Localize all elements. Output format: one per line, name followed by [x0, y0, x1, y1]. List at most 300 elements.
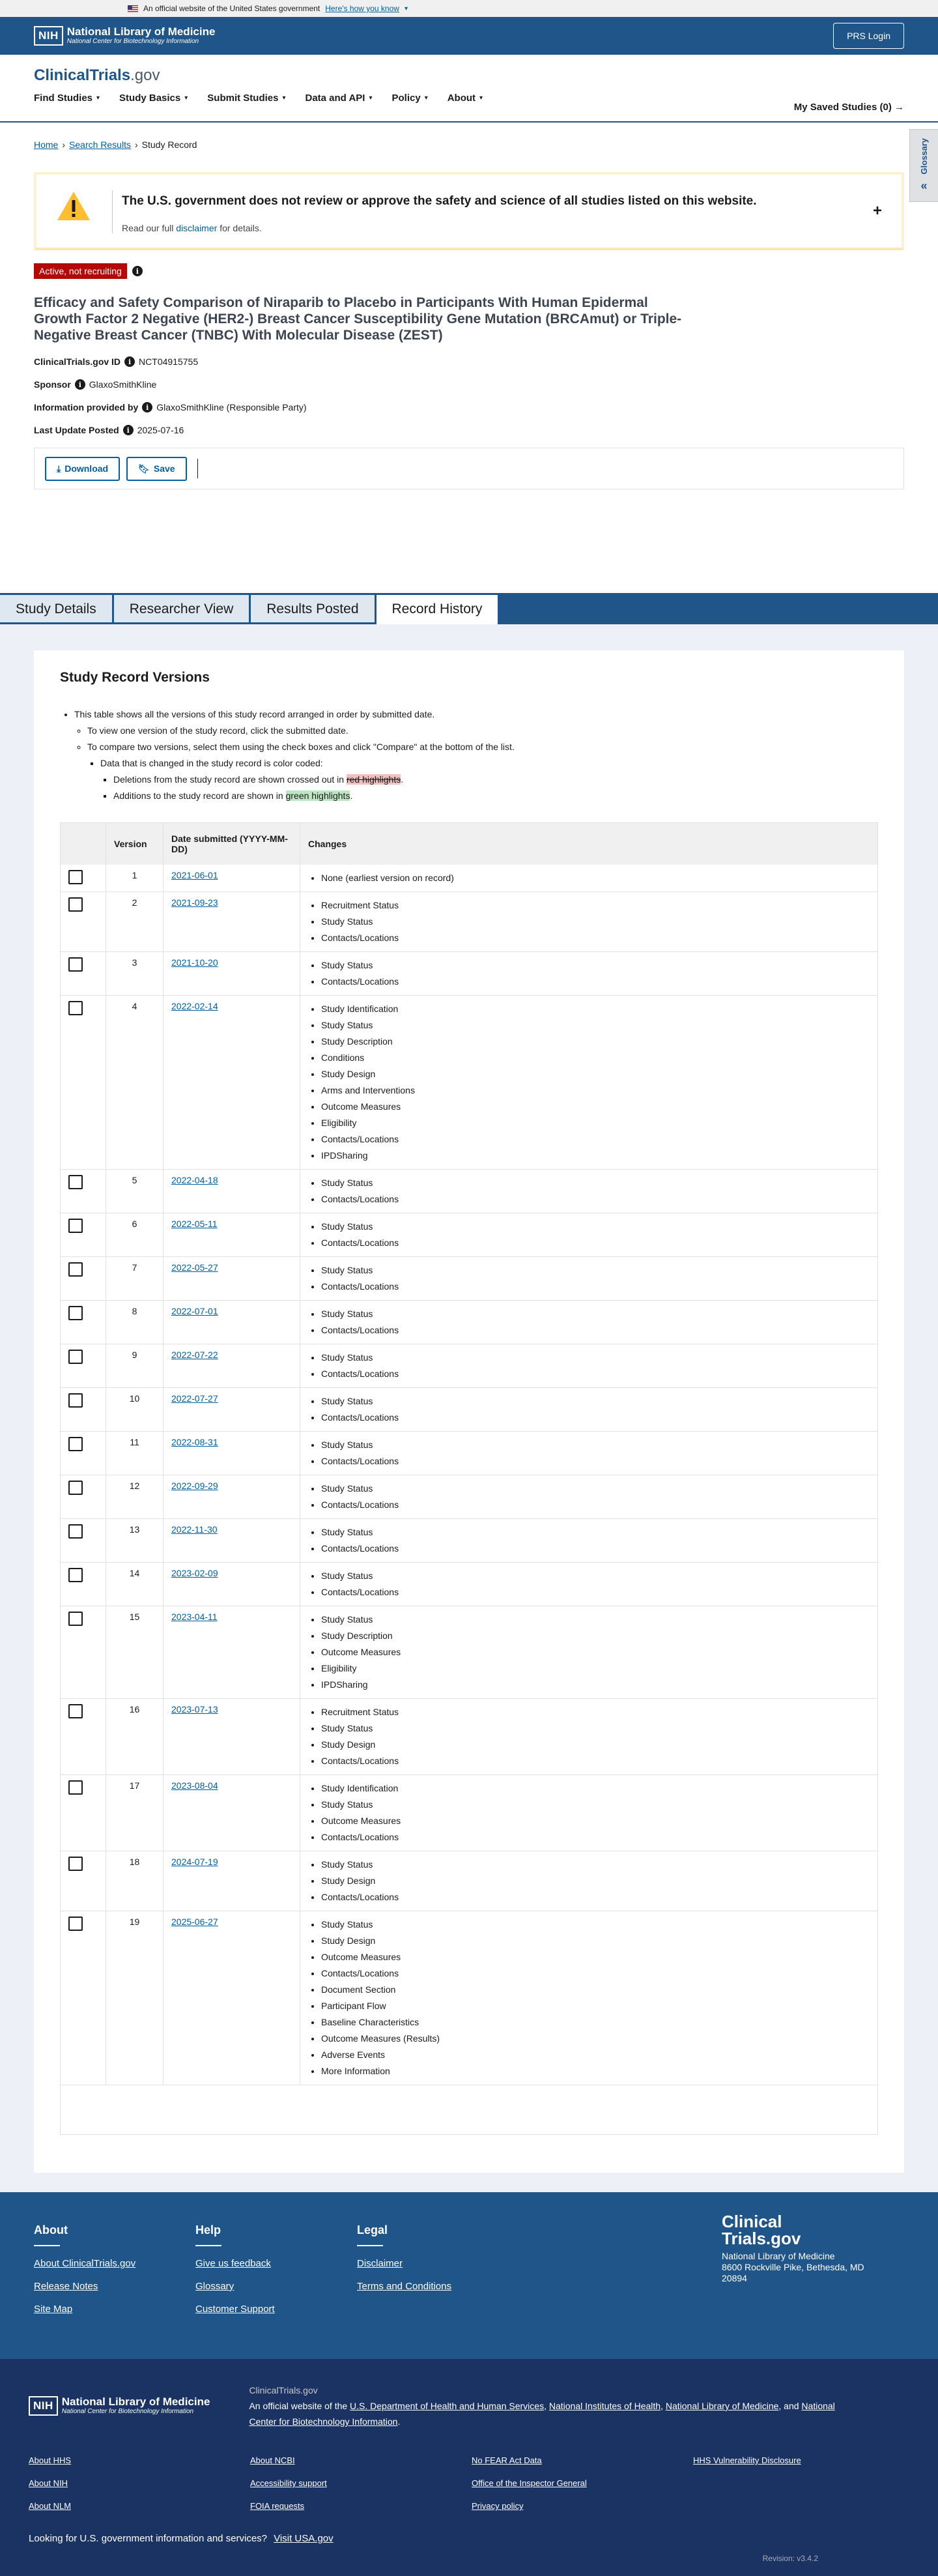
version-checkbox[interactable]	[68, 1219, 83, 1233]
table-row	[61, 1518, 878, 1562]
meta-sponsor-value: GlaxoSmithKline	[89, 379, 157, 390]
agency-link[interactable]: About NIH	[29, 2478, 68, 2488]
nlm-name: National Library of Medicine	[66, 25, 216, 38]
breadcrumb	[34, 123, 904, 150]
change-item: • Study Status	[321, 1262, 870, 1279]
table-row	[61, 1256, 878, 1300]
version-number: 18	[129, 1856, 140, 1867]
intro-text: Deletions from the study record are shown crossed out in	[113, 774, 345, 785]
disclaimer-link[interactable]: disclaimer	[176, 223, 218, 233]
change-item: • Study Status	[321, 1017, 870, 1034]
change-item: • Contacts/Locations	[321, 1829, 870, 1845]
change-item: • Contacts/Locations	[321, 1410, 870, 1426]
study-record-versions	[34, 650, 904, 2173]
version-number: 14	[129, 1567, 140, 1578]
chevron-down-icon: ▾	[479, 94, 483, 102]
agency-link[interactable]: About NCBI	[250, 2455, 295, 2465]
change-item: • Contacts/Locations	[321, 1584, 870, 1600]
table-row	[61, 1911, 878, 2085]
version-date-link[interactable]: 2023-02-09	[171, 1567, 218, 1578]
chevron-down-icon: ▾	[404, 5, 408, 12]
divider	[197, 459, 198, 478]
change-item: • Arms and Interventions	[321, 1082, 870, 1099]
change-item: • More Information	[321, 2063, 870, 2079]
glossary-label: Glossary	[919, 137, 929, 175]
usa-gov-link[interactable]: Visit USA.gov	[274, 2533, 334, 2544]
nlm-link[interactable]: National Library of Medicine	[665, 2401, 779, 2411]
meta-sponsor-row	[34, 379, 904, 390]
version-checkbox[interactable]	[68, 1524, 83, 1539]
tab-study-details[interactable]: Study Details	[0, 595, 114, 622]
footer-brand-address: 8600 Rockville Pike, Bethesda, MD 20894	[722, 2262, 864, 2283]
change-item: • Recruitment Status	[321, 1704, 870, 1720]
table-row	[61, 865, 878, 892]
change-item: • Eligibility	[321, 1660, 870, 1677]
version-date-link[interactable]: 2022-05-27	[171, 1262, 218, 1273]
table-row	[61, 1851, 878, 1911]
chevron-down-icon: ▾	[282, 94, 286, 102]
change-item: • Outcome Measures	[321, 1644, 870, 1660]
version-date-link[interactable]: 2022-07-22	[171, 1349, 218, 1360]
table-row	[61, 1562, 878, 1606]
us-flag-icon	[128, 5, 138, 12]
status-row	[34, 263, 904, 279]
version-checkbox[interactable]	[68, 957, 83, 972]
changes-list	[308, 1524, 870, 1557]
change-item: • Outcome Measures	[321, 1949, 870, 1965]
agency-link[interactable]: No FEAR Act Data	[472, 2455, 542, 2465]
version-date-link[interactable]: 2021-06-01	[171, 869, 218, 880]
change-item: • Study Status	[321, 1612, 870, 1628]
disclaimer-alert	[34, 172, 904, 250]
version-checkbox[interactable]	[68, 1780, 83, 1795]
download-icon: ⤓	[57, 463, 61, 474]
tab-results-posted[interactable]: Results Posted	[251, 595, 376, 622]
hhs-link[interactable]: U.S. Department of Health and Human Services	[350, 2401, 545, 2411]
chevron-down-icon: ▾	[96, 94, 100, 102]
table-row	[61, 1213, 878, 1256]
download-button[interactable]	[45, 457, 120, 481]
main-nav	[34, 93, 904, 104]
agency-link[interactable]: FOIA requests	[250, 2501, 305, 2511]
study-title: Efficacy and Safety Comparison of Niraparib to Placebo in Participants With Human Epidermal Growth Factor 2 Negative (HER2-) Breast Cancer Susceptibility Gene Mutation (BRCAmut) or Triple-Negative Breast Cancer (TNBC) With Molecular Disease (ZEST)	[34, 295, 682, 343]
footer-help	[195, 2223, 275, 2326]
change-item: • Study Design	[321, 1737, 870, 1753]
change-item: • Study Design	[321, 1933, 870, 1949]
changes-list	[308, 1917, 870, 2079]
change-item: • Contacts/Locations	[321, 930, 870, 946]
heres-how-you-know-link[interactable]: Here's how you know	[325, 4, 399, 13]
meta-update-value: 2025-07-16	[137, 425, 184, 435]
usa-text: Looking for U.S. government information and services?	[29, 2533, 268, 2544]
change-item: • Contacts/Locations	[321, 1753, 870, 1769]
chevron-right-icon: ›	[134, 139, 138, 150]
version-date-link[interactable]: 2023-07-13	[171, 1703, 218, 1715]
study-header	[0, 123, 938, 593]
change-item: • Study Status	[321, 1857, 870, 1873]
change-item: • Study Status	[321, 1797, 870, 1813]
intro-item: ◦ To view one version of the study record, click the submitted date.	[87, 723, 878, 739]
footer-link[interactable]: Glossary	[195, 2281, 234, 2292]
info-icon[interactable]: i	[124, 356, 135, 367]
changes-column-header: Changes	[300, 823, 878, 865]
meta-info-row	[34, 402, 904, 412]
my-saved-studies-link[interactable]	[794, 102, 904, 113]
nlm-logo[interactable]	[34, 26, 215, 46]
version-number: 17	[129, 1780, 140, 1791]
glossary-toggle[interactable]	[909, 129, 938, 202]
nav-submit-studies[interactable]	[207, 93, 285, 104]
change-item: • Contacts/Locations	[321, 1366, 870, 1382]
footer-link[interactable]: Give us feedback	[195, 2258, 271, 2269]
version-date-link[interactable]: 2022-02-14	[171, 1000, 218, 1011]
changes-list	[308, 1262, 870, 1295]
nav-label: Find Studies	[34, 93, 92, 104]
ncbi-name: National Center for Biotechnology Information	[61, 2408, 194, 2415]
version-checkbox[interactable]	[68, 1437, 83, 1451]
meta-sponsor-label: Sponsor	[34, 379, 71, 390]
nav-data-and-api[interactable]	[306, 93, 373, 104]
changes-list	[308, 1350, 870, 1382]
table-row	[61, 1774, 878, 1851]
site-title-suffix: .gov	[130, 66, 160, 84]
changes-list	[308, 1437, 870, 1469]
save-label: Save	[153, 463, 175, 474]
red-highlight-sample: red highlights	[346, 774, 401, 785]
agency-link[interactable]: About NLM	[29, 2501, 72, 2511]
change-item: • IPDSharing	[321, 1677, 870, 1693]
nav-policy[interactable]	[392, 93, 428, 104]
nlm-footer-logo[interactable]	[29, 2382, 210, 2429]
table-row	[61, 1606, 878, 1698]
site-title-main: ClinicalTrials	[34, 66, 131, 84]
double-chevron-left-icon: «	[920, 179, 928, 193]
version-date-link[interactable]: 2022-08-31	[171, 1436, 218, 1447]
chevron-right-icon: ›	[62, 139, 66, 150]
breadcrumb-search-results[interactable]: Search Results	[69, 139, 131, 150]
version-date-link[interactable]: 2023-08-04	[171, 1780, 218, 1791]
change-item: • Participant Flow	[321, 1998, 870, 2014]
version-number: 13	[129, 1524, 140, 1535]
version-checkbox[interactable]	[68, 1001, 83, 1015]
changes-list	[308, 1306, 870, 1339]
change-item: • Contacts/Locations	[321, 1965, 870, 1982]
version-number: 12	[129, 1480, 140, 1491]
version-number: 2	[132, 897, 137, 908]
changes-list	[308, 1481, 870, 1513]
breadcrumb-current: Study Record	[141, 139, 197, 150]
change-item: • Eligibility	[321, 1115, 870, 1131]
alert-title: The U.S. government does not review or approve the safety and science of all studies listed on this website.	[122, 194, 757, 208]
green-highlight-sample: green highlights	[285, 790, 350, 801]
revision-text: Revision: v3.4.2	[762, 2554, 818, 2563]
nav-label: About	[447, 93, 476, 104]
changes-list	[308, 1568, 870, 1600]
table-row	[61, 1431, 878, 1475]
change-item: • Adverse Events	[321, 2047, 870, 2063]
download-label: Download	[64, 463, 109, 474]
change-item: • Contacts/Locations	[321, 1235, 870, 1251]
footer-link[interactable]: Customer Support	[195, 2304, 275, 2315]
intro-item: ◦ To compare two versions, select them using the check boxes and click "Compare" at the bottom of the list.	[87, 739, 878, 755]
info-icon[interactable]: i	[132, 266, 143, 276]
version-checkbox[interactable]	[68, 1350, 83, 1364]
footer-link[interactable]: Site Map	[34, 2304, 73, 2315]
meta-info-label: Information provided by	[34, 402, 139, 412]
meta-id-value: NCT04915755	[139, 356, 199, 367]
footer-brand-logo[interactable]: Clinical Trials.gov	[722, 2212, 801, 2248]
chevron-down-icon: ▾	[424, 94, 428, 102]
intro-item: ▪ Data that is changed in the study record is color coded:	[100, 755, 878, 772]
change-item: • Contacts/Locations	[321, 974, 870, 990]
footer-legal-heading: Legal	[357, 2223, 388, 2236]
prs-login-button[interactable]: PRS Login	[833, 23, 904, 49]
change-item: • Contacts/Locations	[321, 1541, 870, 1557]
agency-link[interactable]: Accessibility support	[250, 2478, 327, 2488]
saved-label: My Saved Studies (0)	[793, 102, 892, 113]
record-tabs	[0, 593, 938, 624]
version-checkbox[interactable]	[68, 1306, 83, 1320]
nav-label: Data and API	[305, 93, 365, 104]
version-date-link[interactable]: 2022-04-18	[171, 1174, 218, 1185]
changes-list	[308, 957, 870, 990]
changes-list	[308, 897, 870, 946]
site-header	[0, 55, 938, 123]
version-number: 11	[130, 1436, 139, 1447]
changes-list	[308, 1857, 870, 1905]
version-number: 8	[132, 1305, 137, 1316]
change-item: • Study Design	[321, 1873, 870, 1889]
version-number: 6	[132, 1218, 137, 1229]
agency-link[interactable]: HHS Vulnerability Disclosure	[693, 2455, 801, 2465]
change-item: • Baseline Characteristics	[321, 2014, 870, 2031]
intro-text: Additions to the study record are shown in	[113, 790, 283, 801]
table-row	[61, 1344, 878, 1387]
nlm-name: National Library of Medicine	[61, 2395, 210, 2408]
arrow-right-icon: →	[894, 102, 904, 113]
change-item: • Study Description	[321, 1034, 870, 1050]
change-item: • Outcome Measures (Results)	[321, 2031, 870, 2047]
changes-list	[308, 1393, 870, 1426]
alert-text	[122, 223, 757, 233]
version-date-link[interactable]: 2021-09-23	[171, 897, 218, 908]
versions-intro	[60, 706, 878, 804]
table-row	[61, 1169, 878, 1213]
study-actions	[34, 448, 904, 489]
version-checkbox[interactable]	[68, 1857, 83, 1871]
version-number: 4	[132, 1000, 137, 1011]
site-logo[interactable]	[34, 55, 904, 85]
nih-link[interactable]: National Institutes of Health	[548, 2401, 661, 2411]
meta-update-row	[34, 425, 904, 435]
change-item: • Recruitment Status	[321, 897, 870, 914]
expand-plus-icon[interactable]: +	[872, 202, 882, 220]
changes-list	[308, 1612, 870, 1693]
chevron-down-icon: ▾	[184, 94, 188, 102]
version-checkbox[interactable]	[68, 897, 83, 912]
version-date-link[interactable]: 2022-07-01	[171, 1305, 218, 1316]
version-date-link[interactable]: 2021-10-20	[171, 957, 218, 968]
info-icon[interactable]: i	[75, 379, 85, 390]
version-number: 10	[129, 1393, 140, 1404]
footer-help-heading: Help	[195, 2223, 221, 2236]
intro-item-deletions: ▪ Deletions from the study record are shown crossed out in red highlights.	[113, 772, 878, 788]
table-footer-row	[61, 2085, 878, 2134]
version-checkbox[interactable]	[68, 1393, 83, 1408]
change-item: • Study Status	[321, 957, 870, 974]
footer-link[interactable]: Terms and Conditions	[357, 2281, 452, 2292]
ncbi-name: National Center for Biotechnology Information	[66, 38, 199, 45]
gov-banner-text: An official website of the United States government	[143, 4, 320, 13]
gov-banner	[0, 0, 938, 17]
version-column-header: Version	[106, 823, 163, 865]
save-button[interactable]	[126, 457, 186, 481]
versions-title: Study Record Versions	[60, 670, 210, 685]
footer-about-heading: About	[34, 2223, 68, 2236]
version-number: 15	[129, 1611, 140, 1622]
change-item: • Contacts/Locations	[321, 1322, 870, 1339]
meta-info-value: GlaxoSmithKline (Responsible Party)	[156, 402, 307, 412]
change-item: • Study Status	[321, 1720, 870, 1737]
footer-link[interactable]: Disclaimer	[357, 2258, 403, 2269]
version-number: 9	[132, 1349, 137, 1360]
change-item: • Study Status	[321, 1568, 870, 1584]
change-item: • Study Status	[321, 1175, 870, 1191]
alert-text-before: Read our full	[122, 223, 174, 233]
change-item: • Study Status	[321, 1219, 870, 1235]
study-meta	[34, 356, 904, 435]
agency-link[interactable]: Office of the Inspector General	[472, 2478, 587, 2488]
change-item: • Study Status	[321, 1393, 870, 1410]
table-row	[61, 891, 878, 951]
version-checkbox[interactable]	[68, 1612, 83, 1626]
version-date-link[interactable]: 2024-07-19	[171, 1856, 218, 1867]
version-date-link[interactable]: 2022-11-30	[171, 1524, 218, 1535]
version-number: 16	[129, 1703, 140, 1715]
footer-link[interactable]: About ClinicalTrials.gov	[34, 2258, 136, 2269]
intro-item: • This table shows all the versions of this study record arranged in order by submitted date.	[74, 706, 878, 723]
select-column-header	[61, 823, 106, 865]
desc-text: An official website of the	[249, 2401, 348, 2411]
table-row	[61, 1387, 878, 1431]
changes-list	[308, 1704, 870, 1769]
footer-brand-line1: National Library of Medicine	[722, 2251, 835, 2261]
agency-link[interactable]: About HHS	[29, 2455, 72, 2465]
table-row	[61, 1698, 878, 1774]
change-item: • Study Status	[321, 1481, 870, 1497]
warning-icon	[56, 190, 91, 222]
tab-record-history[interactable]: Record History	[377, 595, 500, 624]
change-item: • Study Identification	[321, 1780, 870, 1797]
desc-and: and	[784, 2401, 799, 2411]
changes-list	[308, 1219, 870, 1251]
version-checkbox[interactable]	[68, 1568, 83, 1582]
change-item: • Study Identification	[321, 1001, 870, 1017]
change-item: • Study Status	[321, 1524, 870, 1541]
ncbi-link[interactable]: National Center for Biotechnology Information	[249, 2401, 835, 2427]
version-number: 5	[132, 1174, 137, 1185]
nav-label: Policy	[391, 93, 421, 104]
status-badge: Active, not recruiting	[34, 263, 127, 279]
version-number: 19	[129, 1916, 140, 1927]
meta-id-row	[34, 356, 904, 367]
change-item: • Outcome Measures	[321, 1099, 870, 1115]
change-item: • Outcome Measures	[321, 1813, 870, 1829]
version-checkbox[interactable]	[68, 1704, 83, 1718]
version-checkbox[interactable]	[68, 1262, 83, 1277]
nav-label: Submit Studies	[207, 93, 279, 104]
nih-header	[0, 17, 938, 55]
table-row	[61, 951, 878, 995]
version-number: 7	[132, 1262, 137, 1273]
version-date-link[interactable]: 2022-05-11	[171, 1218, 218, 1229]
nav-label: Study Basics	[119, 93, 181, 104]
version-checkbox[interactable]	[68, 870, 83, 884]
nav-about[interactable]	[448, 93, 483, 104]
changes-list	[308, 1001, 870, 1164]
footer-link[interactable]: Release Notes	[34, 2281, 98, 2292]
change-item: • Contacts/Locations	[321, 1131, 870, 1148]
nav-study-basics[interactable]	[119, 93, 188, 104]
changes-list	[308, 1780, 870, 1845]
versions-table	[60, 822, 878, 2135]
change-item: • Document Section	[321, 1982, 870, 1998]
nih-logo-box: NIH	[29, 2396, 58, 2416]
info-icon[interactable]: i	[142, 402, 152, 412]
site-footer	[0, 2192, 938, 2359]
agency-footer	[0, 2359, 938, 2576]
change-item: • Contacts/Locations	[321, 1191, 870, 1208]
version-checkbox[interactable]	[68, 1175, 83, 1189]
table-row	[61, 1300, 878, 1344]
bookmark-icon: 🔖︎	[138, 463, 150, 474]
nav-find-studies[interactable]	[34, 93, 100, 104]
change-item: • Contacts/Locations	[321, 1279, 870, 1295]
change-item: • Study Design	[321, 1066, 870, 1082]
breadcrumb-home[interactable]: Home	[34, 139, 59, 150]
alert-text-after: for details.	[220, 223, 262, 233]
change-item: • Contacts/Locations	[321, 1497, 870, 1513]
intro-item-additions: ▪ Additions to the study record are shown in green highlights.	[113, 788, 878, 804]
footer-brand	[722, 2213, 878, 2284]
version-date-link[interactable]: 2022-09-29	[171, 1480, 218, 1491]
version-checkbox[interactable]	[68, 1481, 83, 1495]
agency-link[interactable]: Privacy policy	[472, 2501, 524, 2511]
version-number: 1	[132, 869, 137, 880]
info-icon[interactable]: i	[123, 425, 134, 435]
changes-list	[308, 1175, 870, 1208]
version-date-link[interactable]: 2025-06-27	[171, 1916, 218, 1927]
nih-logo-box: NIH	[34, 26, 63, 46]
version-date-link[interactable]: 2023-04-11	[171, 1611, 218, 1622]
official-website-text: ClinicalTrials.gov An official website of the U.S. Department of Health and Human Services, National Institutes of Health, National Library of Medicine, and National Center for Biotechnology Information.	[249, 2382, 848, 2429]
version-date-link[interactable]: 2022-07-27	[171, 1393, 218, 1404]
change-item: • Study Status	[321, 914, 870, 930]
tab-researcher-view[interactable]: Researcher View	[114, 595, 251, 622]
usa-gov-row	[29, 2533, 909, 2544]
meta-update-label: Last Update Posted	[34, 425, 119, 435]
version-checkbox[interactable]	[68, 1917, 83, 1931]
change-item: • Conditions	[321, 1050, 870, 1066]
changes-list	[308, 870, 870, 886]
meta-id-label: ClinicalTrials.gov ID	[34, 356, 121, 367]
version-number: 3	[132, 957, 137, 968]
footer-site-name: ClinicalTrials.gov	[249, 2385, 318, 2395]
change-item: • Study Status	[321, 1917, 870, 1933]
table-row	[61, 995, 878, 1169]
change-item: • Study Description	[321, 1628, 870, 1644]
agency-links	[29, 2455, 909, 2511]
